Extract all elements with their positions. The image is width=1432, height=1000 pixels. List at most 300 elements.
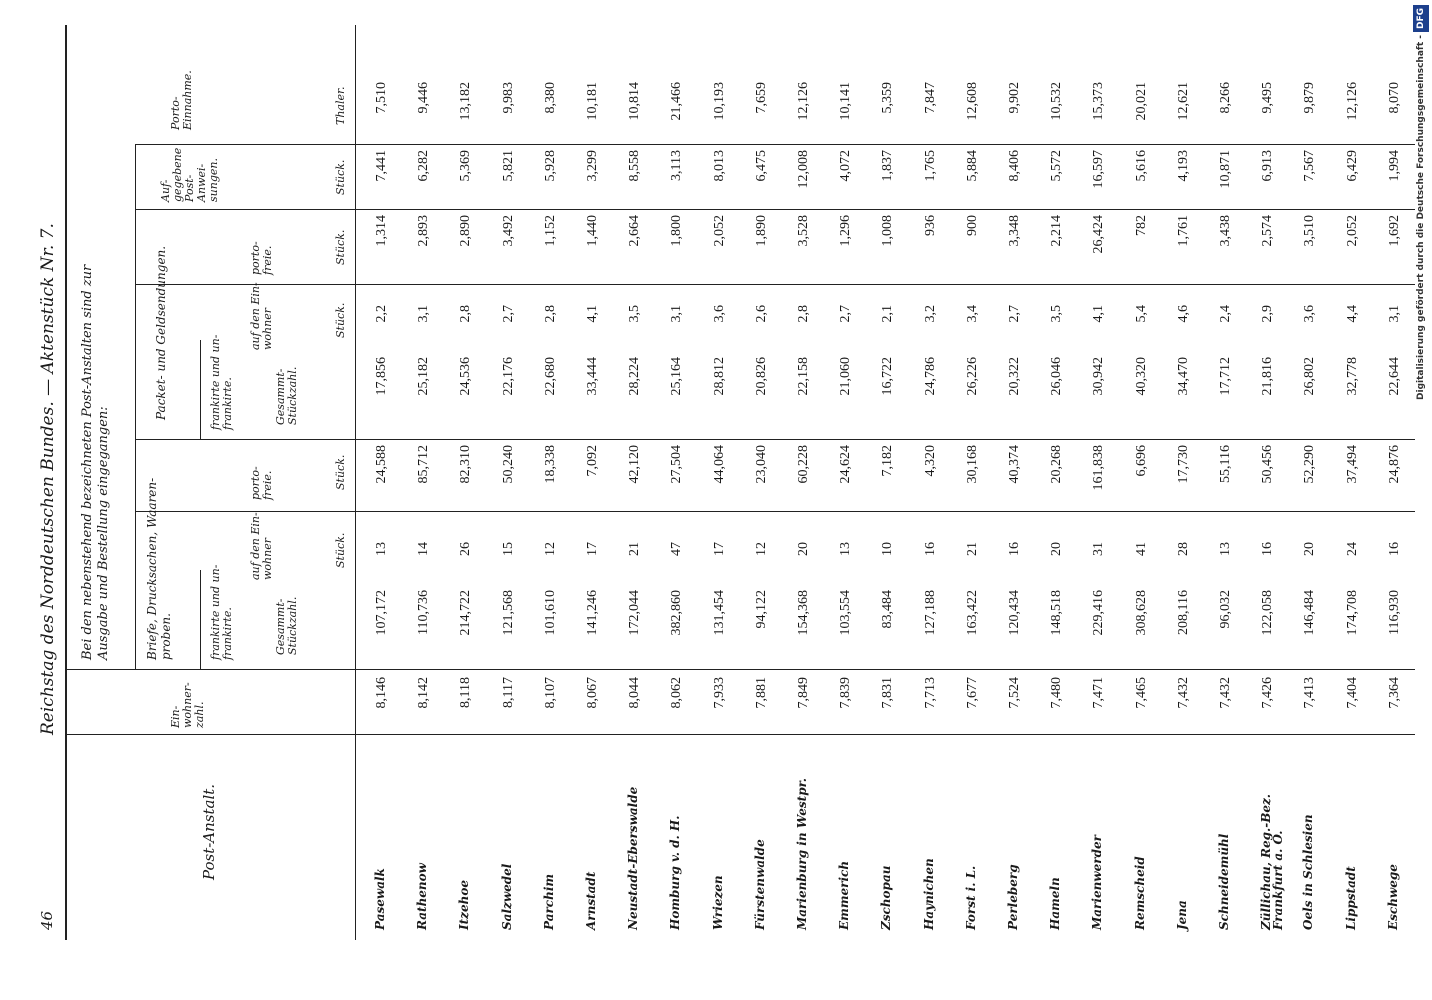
cell-einw: 7,480 <box>1049 677 1065 709</box>
table-row <box>1079 0 1121 1000</box>
cell-name: Schneidemühl <box>1217 833 1231 930</box>
table-row <box>615 0 657 1000</box>
hdr-anw-3: Post- <box>183 174 196 202</box>
cell-anw: 16,597 <box>1091 150 1107 189</box>
cell-b-frei: 82,310 <box>458 445 474 484</box>
cell-p-ein: 2,9 <box>1260 305 1276 323</box>
cell-p-ein: 4,6 <box>1175 305 1191 323</box>
header-gesammt-b <box>275 597 299 655</box>
cell-p-ein: 3,2 <box>922 305 938 323</box>
sub-rule-pakete <box>200 340 201 440</box>
header-frankirte-p <box>210 335 234 430</box>
cell-einw: 7,849 <box>796 677 811 709</box>
cell-porto: 12,608 <box>964 82 980 121</box>
cell-p-frei: 1,008 <box>880 215 896 247</box>
cell-einw: 7,364 <box>1386 677 1402 709</box>
cell-porto: 10,193 <box>711 82 727 121</box>
cell-p-frei: 3,348 <box>1007 215 1022 247</box>
cell-p-ein: 3,4 <box>964 305 980 323</box>
cell-b-frei: 85,712 <box>416 445 432 484</box>
hdr-ges-p-2: Stückzahl. <box>286 366 299 425</box>
hdr-auf-p-2: wohner <box>261 308 274 350</box>
cell-einw: 7,881 <box>753 677 769 709</box>
header-gesammt-p <box>275 367 299 425</box>
cell-name: Wriezen <box>710 875 725 930</box>
cell-porto: 13,182 <box>458 82 474 121</box>
cell-name: Parchim <box>541 873 556 930</box>
cell-b-ges: 308,628 <box>1133 590 1149 636</box>
cell-b-frei: 6,696 <box>1133 445 1149 477</box>
cell-p-ges: 40,320 <box>1133 357 1149 396</box>
table-row <box>1333 0 1375 1000</box>
cell-porto: 10,532 <box>1049 82 1065 121</box>
cell-p-ges: 16,722 <box>880 357 896 396</box>
dfg-strip <box>1413 5 1429 995</box>
cell-anw: 3,299 <box>585 150 600 182</box>
cell-b-frei: 40,374 <box>1007 445 1022 484</box>
cell-p-ein: 3,1 <box>1386 305 1402 323</box>
cell-p-frei: 1,800 <box>669 215 685 247</box>
unit-porto: Thaler. <box>334 86 347 125</box>
cell-p-ges: 28,224 <box>627 357 643 396</box>
cell-porto: 7,510 <box>374 82 389 114</box>
cell-einw: 8,067 <box>585 677 600 709</box>
cell-p-ges: 22,644 <box>1386 357 1402 396</box>
cell-p-ein: 2,1 <box>880 305 896 323</box>
cell-b-ein: 16 <box>1007 542 1022 556</box>
cell-anw: 5,572 <box>1049 150 1065 182</box>
cell-b-ges: 214,722 <box>458 590 474 636</box>
cell-p-ein: 3,5 <box>627 305 643 323</box>
hdr-porto-1: Porto- <box>169 96 182 130</box>
cell-b-frei: 24,876 <box>1386 445 1402 484</box>
cell-p-frei: 1,761 <box>1175 215 1191 247</box>
table-row <box>573 0 615 1000</box>
cell-einw: 7,831 <box>880 677 896 709</box>
cell-b-ein: 13 <box>838 542 854 556</box>
unit-b-ein: Stück. <box>334 532 347 568</box>
table-row <box>911 0 953 1000</box>
cell-porto: 12,621 <box>1175 82 1191 121</box>
cell-p-ges: 25,164 <box>669 357 685 396</box>
cell-anw: 5,369 <box>458 150 474 182</box>
cell-p-frei: 2,052 <box>1344 215 1360 247</box>
cell-b-ges: 116,930 <box>1386 590 1402 635</box>
cell-b-frei: 50,456 <box>1260 445 1276 484</box>
cell-name: Pasewalk <box>373 868 387 930</box>
cell-einw: 7,713 <box>922 677 938 709</box>
cell-p-ein: 2,7 <box>1007 305 1022 323</box>
cell-einw: 7,465 <box>1133 677 1149 709</box>
cell-p-ges: 22,176 <box>500 357 516 396</box>
cell-b-frei: 52,290 <box>1302 445 1318 484</box>
cell-anw: 12,008 <box>796 150 811 189</box>
cell-b-ein: 20 <box>1049 542 1065 556</box>
cell-anw: 5,821 <box>500 150 516 182</box>
cell-einw: 7,426 <box>1260 677 1276 709</box>
cell-p-ein: 2,4 <box>1218 305 1233 323</box>
table-row <box>1248 0 1290 1000</box>
cell-p-frei: 1,890 <box>753 215 769 247</box>
cell-p-frei: 2,664 <box>627 215 643 247</box>
cell-p-ein: 2,8 <box>458 305 474 323</box>
cell-einw: 8,044 <box>627 677 643 709</box>
cell-b-ges: 121,568 <box>500 590 516 636</box>
cell-porto: 15,373 <box>1091 82 1107 121</box>
hdr-pf-p-1: porto- <box>249 241 262 275</box>
cell-anw: 8,013 <box>711 150 727 182</box>
header-portofrei-b <box>250 466 274 500</box>
cell-b-ges: 127,188 <box>922 590 938 636</box>
cell-b-ges: 146,484 <box>1302 590 1318 636</box>
cell-b-frei: 42,120 <box>627 445 643 484</box>
cell-p-ges: 20,322 <box>1007 357 1022 396</box>
cell-p-ges: 21,060 <box>838 357 854 396</box>
hdr-ges-b-1: Gesammt- <box>274 598 287 655</box>
cell-name: Fürstenwalde <box>752 839 767 930</box>
cell-b-frei: 55,116 <box>1218 445 1233 483</box>
cell-name: Marienwerder <box>1090 835 1105 930</box>
cell-anw: 6,913 <box>1260 150 1276 182</box>
cell-name: Arnstadt <box>584 871 598 930</box>
cell-anw: 6,282 <box>416 150 432 182</box>
cell-einw: 7,413 <box>1302 677 1318 709</box>
cell-name: Zschopau <box>879 865 894 930</box>
cell-b-ein: 20 <box>796 542 811 556</box>
cell-b-ein: 47 <box>669 542 685 556</box>
cell-p-ges: 33,444 <box>585 357 600 396</box>
cell-b-ein: 13 <box>1218 542 1233 556</box>
cell-b-ges: 94,122 <box>753 590 769 629</box>
cell-b-ges: 107,172 <box>374 590 389 636</box>
hdr-auf-b-1: auf den Ein- <box>249 512 262 580</box>
cell-b-frei: 60,228 <box>796 445 811 484</box>
hdr-group-2: Ausgabe und Bestellung eingegangen: <box>96 406 111 660</box>
cell-b-ein: 15 <box>500 542 516 556</box>
cell-p-ges: 26,226 <box>964 357 980 396</box>
cell-p-ein: 3,1 <box>416 305 432 323</box>
cell-b-frei: 20,268 <box>1049 445 1065 484</box>
cell-b-ges: 154,368 <box>796 590 811 636</box>
cell-b-ges: 382,860 <box>669 590 685 636</box>
group-rule <box>135 145 136 670</box>
hdr-frank-b-2: frankirte. <box>221 607 234 660</box>
hdr-group-1: Bei den nebenstehend bezeichneten Post-Anstalten sind zur <box>80 264 95 660</box>
cell-name: Itzehoe <box>457 880 472 930</box>
cell-porto: 5,359 <box>880 82 896 114</box>
cell-p-frei: 1,692 <box>1386 215 1402 247</box>
table-row <box>868 0 910 1000</box>
header-angewiesene <box>160 148 220 202</box>
unit-p-ein: Stück. <box>334 302 347 338</box>
hdr-frank-p-2: frankirte. <box>221 377 234 430</box>
cell-p-ges: 22,158 <box>796 357 811 396</box>
rule-top <box>65 25 67 940</box>
cell-porto: 21,466 <box>669 82 685 121</box>
table-row <box>742 0 784 1000</box>
cell-p-frei: 3,510 <box>1302 215 1318 247</box>
cell-p-ein: 5,4 <box>1133 305 1149 323</box>
cell-b-ein: 28 <box>1175 542 1191 556</box>
cell-p-ein: 2,8 <box>542 305 558 323</box>
cell-anw: 1,994 <box>1386 150 1402 182</box>
cell-b-ein: 41 <box>1133 542 1149 556</box>
cell-porto: 9,902 <box>1007 82 1022 114</box>
table-row <box>404 0 446 1000</box>
hdr-briefe-2: proben. <box>159 613 173 660</box>
cell-einw: 7,677 <box>964 677 980 709</box>
cell-b-frei: 7,182 <box>880 445 896 477</box>
cell-einw: 7,432 <box>1218 677 1233 709</box>
cell-einw: 8,117 <box>500 677 516 708</box>
cell-porto: 12,126 <box>1344 82 1360 121</box>
cell-p-frei: 782 <box>1133 215 1149 236</box>
cell-einw: 7,404 <box>1344 677 1360 709</box>
cell-name: Emmerich <box>837 860 852 930</box>
hdr-pf-p-2: freie. <box>261 245 274 275</box>
header-portofrei-p <box>250 241 274 275</box>
cell-anw: 4,193 <box>1175 150 1191 182</box>
table-row <box>531 0 573 1000</box>
cell-porto: 10,814 <box>627 82 643 121</box>
cell-b-frei: 23,040 <box>753 445 769 484</box>
unit-p-frei: Stück. <box>334 229 347 265</box>
dfg-sidebar <box>1413 5 1429 995</box>
cell-b-frei: 18,338 <box>542 445 558 484</box>
header-post-anstalt: Post-Anstalt. <box>200 783 218 880</box>
hdr-pakete-1: Packet- und Geldsendungen. <box>154 245 168 420</box>
page-number: 46 <box>38 910 56 930</box>
cell-b-ein: 14 <box>416 542 432 556</box>
unit-b-frei: Stück. <box>334 454 347 490</box>
hdr-porto-2: Einnahme. <box>181 70 194 130</box>
cell-b-ein: 12 <box>753 542 769 556</box>
cell-b-ges: 148,518 <box>1049 590 1065 636</box>
cell-p-ein: 3,6 <box>711 305 727 323</box>
cell-p-frei: 2,574 <box>1260 215 1276 247</box>
cell-b-ges: 101,610 <box>542 590 558 636</box>
table-row <box>657 0 699 1000</box>
table-row <box>826 0 868 1000</box>
cell-b-ges: 131,454 <box>711 590 727 636</box>
cell-p-ges: 26,802 <box>1302 357 1318 396</box>
cell-name: Rathenow <box>415 863 430 930</box>
cell-b-ges: 103,554 <box>838 590 854 636</box>
cell-name: Lippstadt <box>1343 866 1358 930</box>
cell-p-frei: 936 <box>922 215 938 236</box>
cell-p-frei: 3,528 <box>796 215 811 247</box>
cell-anw: 1,837 <box>880 150 896 182</box>
cell-b-frei: 17,730 <box>1175 445 1191 484</box>
cell-anw: 10,871 <box>1218 150 1233 189</box>
cell-einw: 7,471 <box>1091 677 1107 709</box>
header-frankirte-b <box>210 565 234 660</box>
cell-anw: 8,406 <box>1007 150 1022 182</box>
cell-einw: 7,432 <box>1175 677 1191 709</box>
cell-anw: 7,441 <box>374 150 389 182</box>
table-row <box>1206 0 1248 1000</box>
cell-p-ges: 26,046 <box>1049 357 1065 396</box>
cell-b-ein: 21 <box>964 542 980 556</box>
cell-anw: 6,475 <box>753 150 769 182</box>
sub-rule-briefe <box>200 570 201 670</box>
cell-name: Remscheid <box>1132 856 1147 930</box>
cell-b-ein: 10 <box>880 542 896 556</box>
table-row <box>1164 0 1206 1000</box>
cell-b-ges: 83,484 <box>880 590 896 629</box>
cell-p-ges: 30,942 <box>1091 357 1107 396</box>
hdr-briefe-1: Briefe, Drucksachen, Waaren- <box>145 477 159 660</box>
cell-p-ein: 3,5 <box>1049 305 1065 323</box>
cell-name: Haynichen <box>921 858 936 930</box>
table-row <box>489 0 531 1000</box>
cell-b-ges: 208,116 <box>1175 590 1191 635</box>
cell-name: Salzwedel <box>499 863 514 930</box>
cell-porto: 10,181 <box>585 82 600 121</box>
cell-p-ges: 20,826 <box>753 357 769 396</box>
cell-b-ein: 16 <box>922 542 938 556</box>
cell-p-frei: 2,890 <box>458 215 474 247</box>
cell-b-ein: 12 <box>542 542 558 556</box>
cell-p-ein: 2,8 <box>796 305 811 323</box>
cell-p-frei: 3,438 <box>1218 215 1233 247</box>
cell-p-ges: 32,778 <box>1344 357 1360 396</box>
cell-name: Hameln <box>1048 877 1063 930</box>
cell-name: Marienburg in Westpr. <box>795 778 809 930</box>
cell-anw: 5,928 <box>542 150 558 182</box>
header-einwohnerzahl <box>170 682 206 728</box>
cell-b-ges: 174,708 <box>1344 590 1360 636</box>
cell-b-frei: 30,168 <box>964 445 980 484</box>
cell-b-frei: 7,092 <box>585 445 600 477</box>
hdr-frank-p-1: frankirte und un- <box>209 334 222 430</box>
cell-porto: 7,659 <box>753 82 769 114</box>
cell-name: Homburg v. d. H. <box>668 815 683 930</box>
cell-b-ein: 16 <box>1386 542 1402 556</box>
cell-name: Eschwege <box>1385 864 1400 930</box>
cell-p-ges: 34,470 <box>1175 357 1191 396</box>
cell-b-ein: 24 <box>1344 542 1360 556</box>
cell-b-frei: 24,624 <box>838 445 854 484</box>
header-auf-p <box>250 282 274 350</box>
cell-p-ein: 2,7 <box>838 305 854 323</box>
cell-einw: 8,062 <box>669 677 685 709</box>
cell-p-ges: 24,536 <box>458 357 474 396</box>
cell-porto: 9,495 <box>1260 82 1276 114</box>
cell-anw: 1,765 <box>922 150 938 182</box>
cell-p-frei: 2,052 <box>711 215 727 247</box>
table-row <box>1037 0 1079 1000</box>
cell-b-ein: 17 <box>711 542 727 556</box>
cell-b-frei: 4,320 <box>922 445 938 477</box>
cell-p-ein: 4,1 <box>585 305 600 323</box>
cell-p-frei: 1,314 <box>374 215 389 247</box>
hdr-ges-p-1: Gesammt- <box>274 368 287 425</box>
cell-p-ges: 21,816 <box>1260 357 1276 396</box>
table-row <box>784 0 826 1000</box>
cell-b-frei: 161,838 <box>1091 445 1107 491</box>
hdr-einw-1: Ein- <box>169 705 182 728</box>
cell-porto: 10,141 <box>838 82 854 121</box>
table-row <box>953 0 995 1000</box>
cell-porto: 20,021 <box>1133 82 1149 121</box>
cell-b-ein: 16 <box>1260 542 1276 556</box>
cell-einw: 8,142 <box>416 677 432 709</box>
cell-b-frei: 50,240 <box>500 445 516 484</box>
cell-b-frei: 24,588 <box>374 445 389 484</box>
cell-p-frei: 1,296 <box>838 215 854 247</box>
table-row <box>700 0 742 1000</box>
cell-b-ges: 110,736 <box>416 590 432 635</box>
page-title: Reichstag des Norddeutschen Bundes. — Aktenstück Nr. 7. <box>38 223 58 735</box>
cell-p-ein: 4,4 <box>1344 305 1360 323</box>
header-briefe <box>145 478 173 660</box>
cell-anw: 7,567 <box>1302 150 1318 182</box>
table-row <box>995 0 1037 1000</box>
cell-p-ein: 2,2 <box>374 305 389 323</box>
hdr-einw-3: zahl. <box>193 701 206 728</box>
cell-p-ein: 2,6 <box>753 305 769 323</box>
header-porto <box>170 70 194 130</box>
cell-p-ein: 3,6 <box>1302 305 1318 323</box>
cell-p-ein: 3,1 <box>669 305 685 323</box>
cell-anw: 6,429 <box>1344 150 1360 182</box>
cell-p-ges: 25,182 <box>416 357 432 396</box>
cell-p-frei: 26,424 <box>1091 215 1107 254</box>
table-row <box>446 0 488 1000</box>
hdr-pf-b-2: freie. <box>261 470 274 500</box>
cell-p-frei: 1,152 <box>542 215 558 247</box>
cell-name: Züllichau, Reg.-Bez. Frankfurt a. O. <box>1259 794 1286 930</box>
rule-header-bottom <box>355 25 356 940</box>
cell-einw: 8,118 <box>458 677 474 708</box>
cell-p-ges: 17,856 <box>374 357 389 396</box>
cell-name: Neustadt-Eberswalde <box>626 786 641 930</box>
cell-b-ges: 141,246 <box>585 590 600 636</box>
cell-einw: 8,107 <box>542 677 558 709</box>
hdr-ges-b-2: Stückzahl. <box>286 596 299 655</box>
cell-porto: 9,446 <box>416 82 432 114</box>
cell-b-ges: 172,044 <box>627 590 643 636</box>
cell-b-ein: 13 <box>374 542 389 556</box>
cell-b-ein: 26 <box>458 542 474 556</box>
cell-einw: 7,524 <box>1007 677 1022 709</box>
cell-p-ein: 4,1 <box>1091 305 1107 323</box>
cell-anw: 5,616 <box>1133 150 1149 182</box>
cell-anw: 5,884 <box>964 150 980 182</box>
cell-p-ges: 28,812 <box>711 357 727 396</box>
cell-b-ein: 20 <box>1302 542 1318 556</box>
cell-porto: 12,126 <box>796 82 811 121</box>
cell-b-ein: 31 <box>1091 542 1107 556</box>
hdr-pf-b-1: porto- <box>249 466 262 500</box>
cell-porto: 8,070 <box>1386 82 1402 114</box>
cell-einw: 7,839 <box>838 677 854 709</box>
table-row <box>1375 0 1417 1000</box>
cell-b-ges: 163,422 <box>964 590 980 636</box>
cell-b-ein: 21 <box>627 542 643 556</box>
cell-name: Perleberg <box>1006 864 1020 930</box>
cell-porto: 8,380 <box>542 82 558 114</box>
cell-porto: 7,847 <box>922 82 938 114</box>
cell-b-ges: 120,434 <box>1007 590 1022 636</box>
cell-b-frei: 44,064 <box>711 445 727 484</box>
table-row <box>1290 0 1332 1000</box>
cell-p-ein: 2,7 <box>500 305 516 323</box>
header-group-main <box>80 265 112 660</box>
cell-p-ges: 24,786 <box>922 357 938 396</box>
dfg-logo: DFG <box>1413 5 1429 32</box>
